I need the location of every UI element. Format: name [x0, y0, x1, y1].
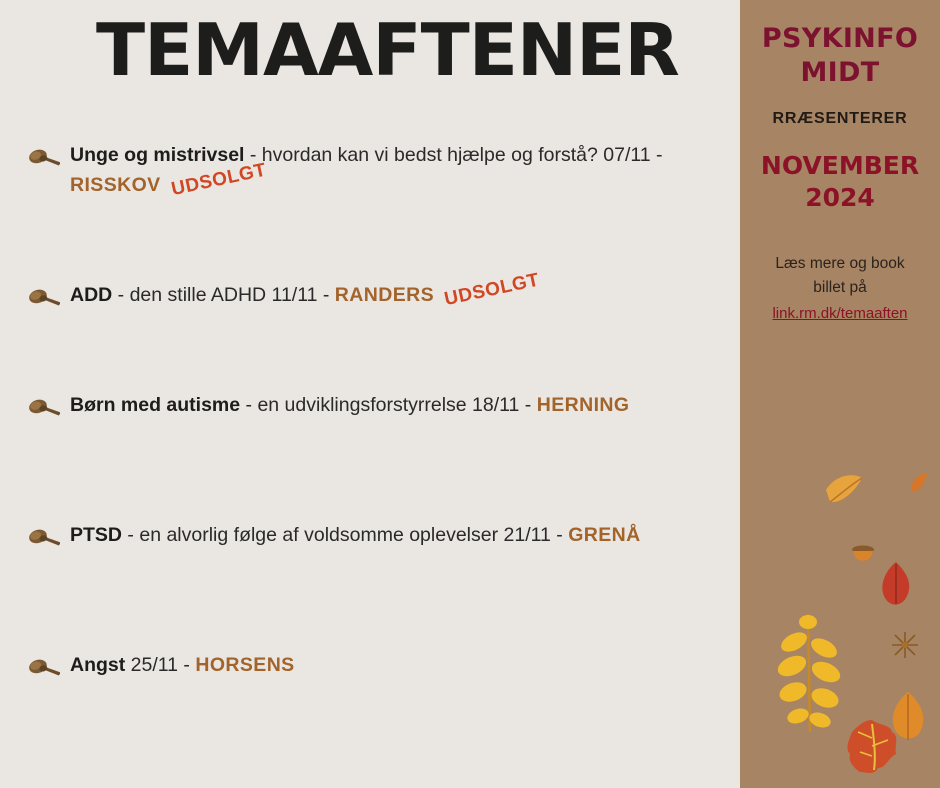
- event-text: [70, 390, 720, 420]
- leaf-icon: [886, 690, 930, 749]
- status-badge: UDSOLGT: [442, 269, 542, 311]
- booking-link[interactable]: link.rm.dk/temaaften: [772, 305, 908, 322]
- event-detail: - en udviklingsforstyrrelse 18/11 -: [240, 394, 537, 416]
- brand-line-2: MIDT: [800, 57, 880, 88]
- event-title: Angst: [70, 654, 126, 676]
- list-item: [0, 650, 740, 730]
- leaf-icon: [876, 560, 916, 613]
- event-title: Unge og mistrivsel: [70, 144, 245, 166]
- event-text: [70, 269, 720, 311]
- pushpin-icon: [26, 524, 60, 554]
- month-name: NOVEMBER: [760, 151, 920, 180]
- leaf-icon: [844, 716, 900, 781]
- event-city: HORSENS: [195, 654, 295, 676]
- pushpin-icon: [26, 144, 60, 174]
- event-text: [70, 520, 720, 550]
- event-detail: - hvordan kan vi bedst hjælpe og forstå? 07/11 -: [244, 144, 663, 166]
- event-city: HERNING: [536, 394, 630, 416]
- status-badge: UDSOLGT: [169, 159, 268, 201]
- event-detail: - en alvorlig følge af voldsomme oplevelser 21/11 -: [122, 524, 569, 546]
- event-city: RANDERS: [334, 284, 435, 306]
- brand-line-1: PSYKINFO: [761, 23, 919, 54]
- presents-label: RRÆSENTERER: [772, 110, 908, 127]
- event-city: RISSKOV: [70, 174, 161, 196]
- booking-line-1: Læs mere og book: [775, 255, 905, 272]
- list-item: [0, 140, 740, 280]
- acorn-icon: [848, 540, 878, 577]
- leaf-icon: [908, 470, 930, 499]
- booking-info: [740, 252, 940, 326]
- booking-line-2: billet på: [813, 279, 867, 296]
- seedpod-icon: [890, 630, 920, 665]
- month-label: [740, 150, 940, 214]
- event-title: ADD: [70, 284, 113, 306]
- event-detail: 25/11 -: [125, 654, 196, 676]
- pushpin-icon: [26, 654, 60, 684]
- event-title: Børn med autisme: [70, 394, 241, 416]
- event-title: PTSD: [70, 524, 123, 546]
- event-text: [70, 140, 720, 201]
- leaf-icon: [768, 608, 848, 743]
- list-item: [0, 390, 740, 520]
- list-item: [0, 520, 740, 650]
- leaf-icon: [822, 470, 866, 515]
- pushpin-icon: [26, 394, 60, 424]
- brand-name: [740, 22, 940, 90]
- list-item: [0, 269, 740, 390]
- event-text: [70, 650, 720, 680]
- event-detail: - den stille ADHD 11/11 -: [112, 284, 335, 306]
- event-list: [0, 140, 740, 730]
- poster-sidebar: [740, 0, 940, 788]
- pushpin-icon: [26, 284, 60, 314]
- year: 2024: [805, 183, 875, 212]
- page-title: TEMAAFTENER: [96, 8, 679, 92]
- event-city: GRENÅ: [568, 524, 641, 546]
